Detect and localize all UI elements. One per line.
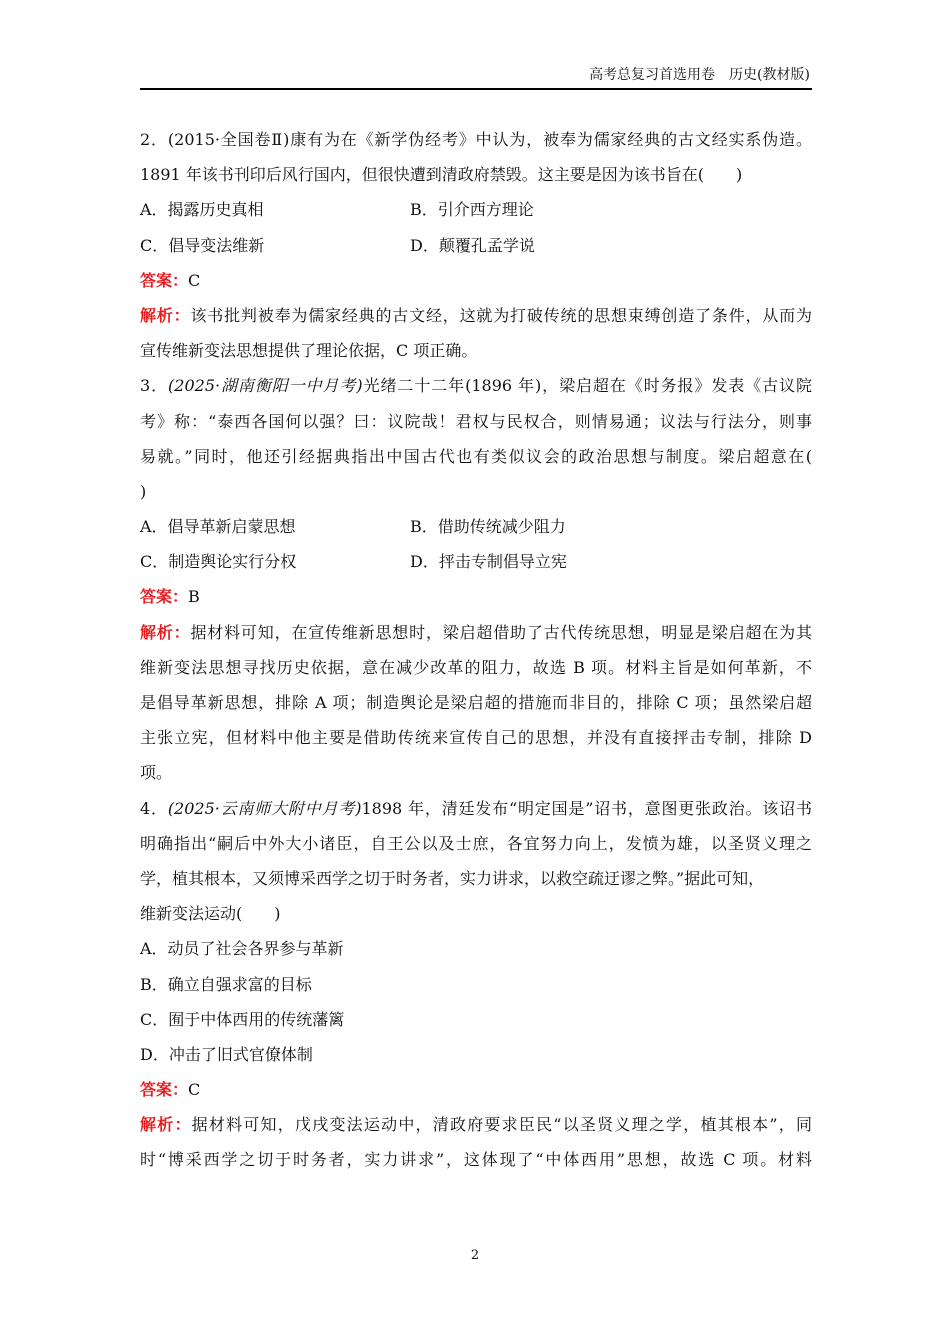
answer-label: 答案： bbox=[140, 1080, 189, 1100]
analysis-line-2: 时“博采西学之切于时务者，实力讲求”，这体现了“中体西用”思想，故选 C 项。材料 bbox=[140, 1150, 812, 1170]
question-3-stem-line-3: 易就。”同时，他还引经据典指出中国古代也有类似议会的政治思想与制度。梁启超意在( bbox=[140, 446, 812, 466]
question-4-stem-line-1 bbox=[140, 791, 812, 826]
analysis-line-4: 主张立宪，但材料中他主要是借助传统来宣传自己的思想，并没有直接抨击专制，排除 D bbox=[140, 728, 812, 748]
question-2-stem-line-1 bbox=[140, 122, 812, 157]
option-b: B．确立自强求富的目标 bbox=[140, 974, 312, 994]
option-d: D．抨击专制倡导立宪 bbox=[410, 552, 567, 572]
answer-label: 答案： bbox=[140, 270, 189, 290]
option-a: A．动员了社会各界参与革新 bbox=[140, 939, 344, 959]
option-b: B．引介西方理论 bbox=[410, 200, 534, 220]
question-3-stem-line-1 bbox=[140, 368, 812, 403]
analysis-line-1 bbox=[140, 298, 812, 333]
question-number: 4． bbox=[140, 798, 168, 818]
stem-text: 光绪二十二年(1896 年)，梁启超在《时务报》发表《古议院 bbox=[362, 376, 812, 396]
option-d: D．冲击了旧式官僚体制 bbox=[140, 1044, 313, 1064]
answer-line bbox=[140, 263, 812, 298]
option-a: A．揭露历史真相 bbox=[140, 200, 264, 220]
answer-value: B bbox=[188, 587, 200, 607]
options-row bbox=[140, 544, 812, 579]
answer-line bbox=[140, 579, 812, 614]
answer-value: C bbox=[188, 1080, 201, 1100]
analysis-label: 解析： bbox=[140, 622, 191, 642]
header-title: 高考总复习首选用卷 历史(教材版) bbox=[589, 67, 810, 83]
option-c: C．囿于中体西用的传统藩篱 bbox=[140, 1009, 345, 1029]
analysis-line-1 bbox=[140, 615, 812, 650]
page-header bbox=[140, 66, 812, 90]
stem-text: 康有为在《新学伪经考》中认为，被奉为儒家经典的古文经实系伪造。 bbox=[289, 130, 812, 149]
question-source: (2025·湖南衡阳一中月考) bbox=[168, 376, 363, 396]
option-d: D．颠覆孔孟学说 bbox=[410, 235, 535, 255]
question-2 bbox=[140, 122, 812, 368]
analysis-line-5: 项。 bbox=[140, 763, 173, 783]
question-3 bbox=[140, 368, 812, 790]
question-3-stem-line-4: ) bbox=[140, 481, 147, 501]
analysis-label: 解析： bbox=[140, 1115, 192, 1135]
question-4-stem-line-2: 明确指出“嗣后中外大小诸臣，自王公以及士庶，各宜努力向上，发愤为雄，以圣贤义理之 bbox=[140, 833, 812, 853]
question-number: 2． bbox=[140, 130, 168, 149]
question-4 bbox=[140, 791, 812, 1178]
analysis-text: 据材料可知，戊戌变法运动中，清政府要求臣民“以圣贤义理之学，植其根本”，同 bbox=[191, 1115, 812, 1135]
question-3-stem-line-2: 考》称：“泰西各国何以强？曰：议院哉！君权与民权合，则情易通；议法与行法分，则事 bbox=[140, 411, 812, 431]
question-2-stem-line-2: 1891 年该书刊印后风行国内，但很快遭到清政府禁毁。这主要是因为该书旨在( ) bbox=[140, 165, 743, 185]
question-source: (2025·云南师大附中月考) bbox=[167, 798, 362, 818]
analysis-text: 据材料可知，在宣传维新思想时，梁启超借助了古代传统思想，明显是梁启超在为其 bbox=[190, 622, 812, 642]
page-number: 2 bbox=[470, 1248, 480, 1263]
question-source: (2015·全国卷Ⅱ) bbox=[167, 130, 290, 149]
analysis-text: 该书批判被奉为儒家经典的古文经，这就为打破传统的思想束缚创造了条件，从而为 bbox=[190, 305, 812, 325]
option-a: A．倡导革新启蒙思想 bbox=[140, 517, 296, 537]
analysis-line-2: 维新变法思想寻找历史依据，意在减少改革的阻力，故选 B 项。材料主旨是如何革新，不 bbox=[140, 657, 812, 677]
document-body bbox=[140, 122, 812, 1178]
question-4-stem-line-4: 维新变法运动( ) bbox=[140, 904, 281, 924]
option-c: C．制造舆论实行分权 bbox=[140, 552, 297, 572]
answer-value: C bbox=[188, 270, 201, 290]
analysis-line-2: 宣传维新变法思想提供了理论依据，C 项正确。 bbox=[140, 341, 478, 361]
analysis-line-3: 是倡导革新思想，排除 A 项；制造舆论是梁启超的措施而非目的，排除 C 项；虽然梁启超 bbox=[140, 693, 812, 712]
option-c: C．倡导变法维新 bbox=[140, 235, 265, 255]
question-4-stem-line-3: 学，植其根本，又须博采西学之切于时务者，实力讲求，以救空疏迂谬之弊。”据此可知， bbox=[140, 868, 765, 888]
analysis-label: 解析： bbox=[140, 305, 191, 325]
answer-label: 答案： bbox=[140, 587, 189, 607]
option-b: B．借助传统减少阻力 bbox=[410, 517, 566, 537]
answer-line bbox=[140, 1072, 812, 1107]
stem-text: 1898 年，清廷发布“明定国是”诏书，意图更张政治。该诏书 bbox=[361, 798, 812, 818]
options-row bbox=[140, 509, 812, 544]
analysis-line-1 bbox=[140, 1107, 812, 1142]
options-row bbox=[140, 228, 812, 263]
options-row bbox=[140, 192, 812, 227]
question-number: 3． bbox=[140, 376, 169, 396]
